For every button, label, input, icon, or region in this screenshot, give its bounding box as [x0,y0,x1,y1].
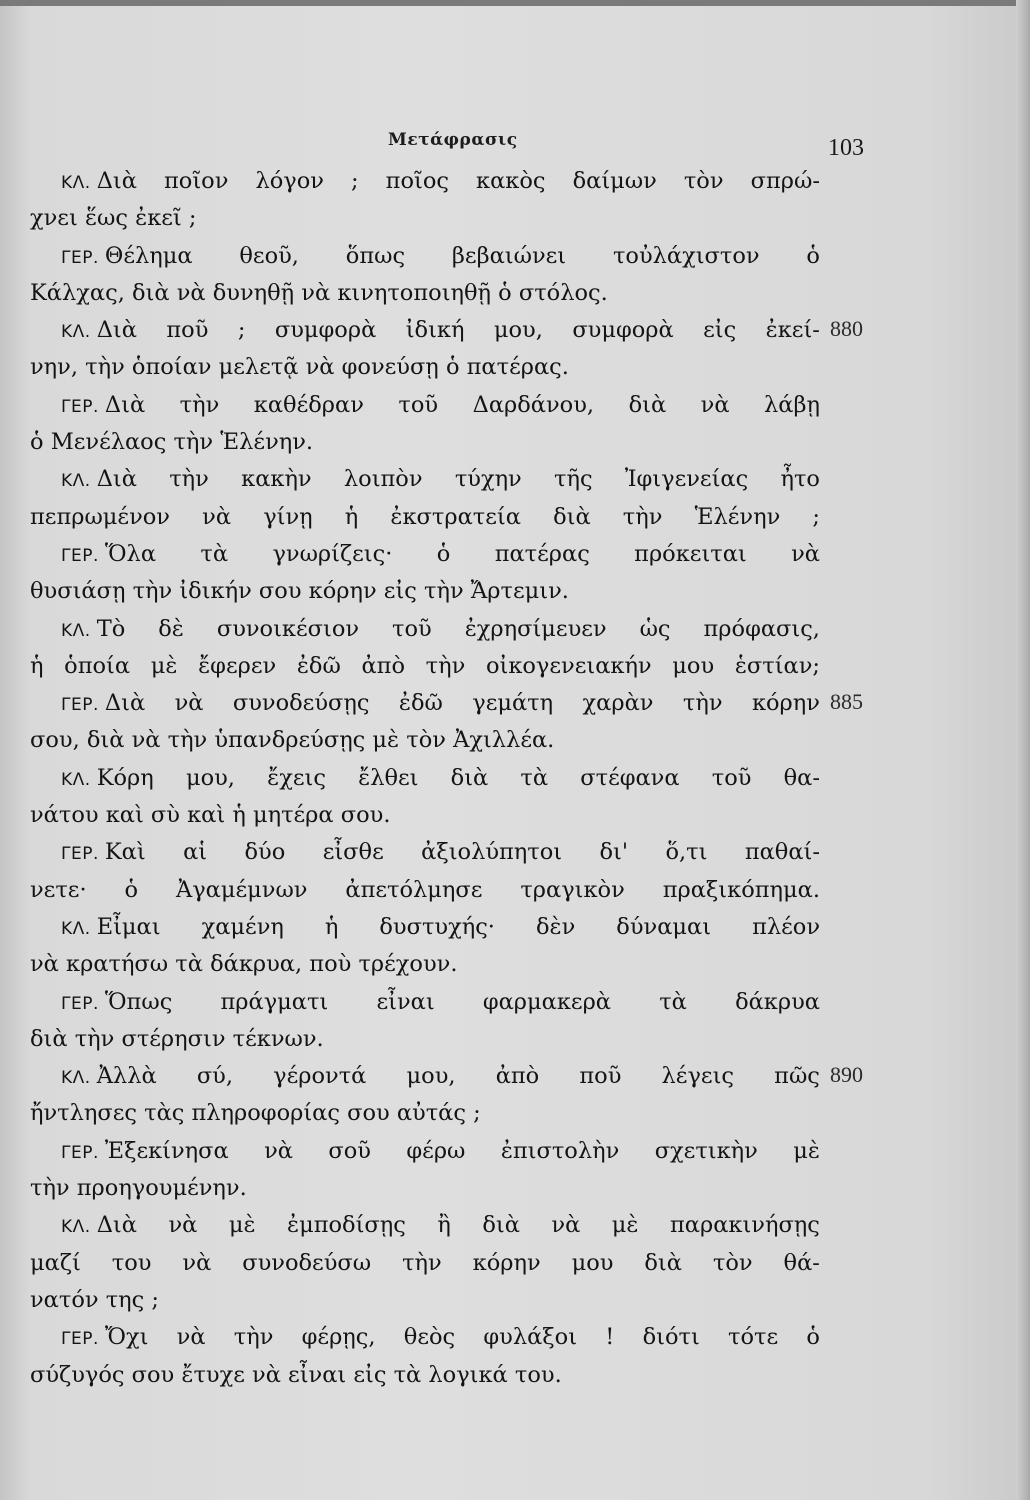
line-text: Διὰ νὰ συνοδεύσῃς ἐδῶ γεμάτη χαρὰν τὴν κόρην [104,690,820,717]
line-text: ἤντλησες τὰς πληροφορίας σου αὐτάς ; [30,1100,481,1127]
text-line [30,984,820,1021]
line-text: Διὰ τὴν κακὴν λοιπὸν τύχην τῆς Ἰφιγενείας ἦτο [96,466,820,493]
line-text: χνει ἕως ἐκεῖ ; [30,205,197,232]
line-text: νετε· ὁ Ἀγαμέμνων ἀπετόλμησε τραγικὸν πραξικόπημα. [30,876,820,903]
line-text: Διὰ ποῦ ; συμφορὰ ἰδική μου, συμφορὰ εἰς ἐκεί- [96,317,820,344]
text-line [30,909,820,946]
verse-line-number: 890 [830,1062,863,1088]
text-line [30,760,820,797]
line-text: ὁ Μενέλαος τὴν Ἑλένην. [30,429,314,456]
speaker-label: ΚΛ. [61,1217,91,1238]
text-line [30,797,820,834]
line-text: Εἶμαι χαμένη ἡ δυστυχής· δὲν δύναμαι πλέον [96,913,820,940]
text-line [30,499,820,536]
speaker-label: ΓΕΡ. [61,993,99,1014]
text-line [30,1021,820,1058]
speaker-label: ΚΛ. [61,1068,91,1089]
speaker-label: ΓΕΡ. [61,844,99,865]
speaker-label: ΓΕΡ. [61,695,99,716]
text-line [30,1319,820,1356]
line-text: Ὄχι νὰ τὴν φέρῃς, θεὸς φυλάξοι ! διότι τότε ὁ [104,1324,820,1351]
line-text: ἡ ὁποία μὲ ἔφερεν ἐδῶ ἀπὸ τὴν οἰκογενειακήν μου ἑστίαν; [30,652,820,679]
speaker-label: ΓΕΡ. [61,545,99,566]
dialogue-text [30,163,820,1394]
speaker-label: ΚΛ. [61,173,91,193]
line-text: νην, τὴν ὁποίαν μελετᾷ νὰ φονεύσῃ ὁ πατέρας. [30,354,569,381]
line-text: Ὅπως πράγματι εἶναι φαρμακερὰ τὰ δάκρυα [104,988,820,1015]
verse-line-number: 885 [830,689,863,715]
text-line [30,349,820,386]
text-line [30,1133,820,1170]
text-line [30,611,820,648]
speaker-label: ΓΕΡ. [61,1142,99,1163]
speaker-label: ΓΕΡ. [61,396,99,417]
page-top-edge [0,0,1030,6]
text-line [30,1170,820,1207]
text-line [30,275,820,312]
text-line [30,1357,820,1394]
running-header: Μετάφρασις [388,130,518,150]
speaker-label: ΚΛ. [61,620,91,641]
page-right-edge [1016,0,1030,1500]
text-line [30,536,820,573]
speaker-label: ΓΕΡ. [61,1329,99,1350]
text-line [30,461,820,498]
page-number: 103 [828,135,864,161]
line-text: πεπρωμένον νὰ γίνῃ ἡ ἐκστρατεία διὰ τὴν Ἑλένην ; [30,503,820,530]
line-text: Θέλημα θεοῦ, ὅπως βεβαιώνει τοὐλάχιστον ὁ [104,242,820,269]
line-text: νάτου καὶ σὺ καὶ ἡ μητέρα σου. [30,802,391,829]
text-line [30,312,820,349]
text-line [30,424,820,461]
line-text: Διὰ ποῖον λόγον ; ποῖος κακὸς δαίμων τὸν σπρώ- [96,168,820,194]
text-line [30,1058,820,1095]
line-text: Διὰ τὴν καθέδραν τοῦ Δαρδάνου, διὰ νὰ λάβῃ [104,391,820,418]
speaker-label: ΚΛ. [61,918,91,939]
text-line [30,685,820,722]
line-text: μαζί του νὰ συνοδεύσω τὴν κόρην μου διὰ τὸν θά- [30,1249,820,1276]
verse-line-number: 880 [830,316,863,342]
speaker-label: ΚΛ. [61,769,91,790]
text-line [30,648,820,685]
line-text: θυσιάσῃ τὴν ἰδικήν σου κόρην εἰς τὴν Ἄρτεμιν. [30,578,569,605]
line-text: τὴν προηγουμένην. [30,1175,247,1202]
text-line [30,200,820,237]
speaker-label: ΚΛ. [61,471,91,492]
line-text: Ἐξεκίνησα νὰ σοῦ φέρω ἐπιστολὴν σχετικὴν μὲ [104,1137,820,1164]
line-text: σύζυγός σου ἔτυχε νὰ εἶναι εἰς τὰ λογικά του. [30,1361,562,1388]
speaker-label: ΓΕΡ. [61,247,99,268]
text-line [30,1282,820,1319]
line-text: Τὸ δὲ συνοικέσιον τοῦ ἐχρησίμευεν ὡς πρόφασις, [96,615,820,642]
text-line [30,387,820,424]
text-line [30,163,820,200]
text-line [30,1207,820,1244]
line-text: Διὰ νὰ μὲ ἐμποδίσῃς ἢ διὰ νὰ μὲ παρακινήσῃς [96,1212,820,1239]
speaker-label: ΚΛ. [61,322,91,343]
text-line [30,1095,820,1132]
text-line [30,722,820,759]
text-line [30,238,820,275]
line-text: Κόρη μου, ἔχεις ἔλθει διὰ τὰ στέφανα τοῦ θα- [96,764,820,791]
line-text: σου, διὰ νὰ τὴν ὑπανδρεύσῃς μὲ τὸν Ἀχιλλέα. [30,727,555,754]
text-line [30,946,820,983]
text-line [30,573,820,610]
line-text: διὰ τὴν στέρησιν τέκνων. [30,1025,324,1052]
line-text: Ὅλα τὰ γνωρίζεις· ὁ πατέρας πρόκειται νὰ [104,540,820,567]
line-text: Κάλχας, διὰ νὰ δυνηθῇ νὰ κινητοποιηθῇ ὁ στόλος. [30,279,608,306]
line-text: νὰ κρατήσω τὰ δάκρυα, ποὺ τρέχουν. [30,951,458,978]
line-text: νατόν της ; [30,1286,159,1313]
line-text: Καὶ αἱ δύο εἶσθε ἀξιολύπητοι δι' ὅ,τι παθαί- [104,839,820,866]
text-line [30,834,820,871]
text-line [30,872,820,909]
line-text: Ἀλλὰ σύ, γέροντά μου, ἀπὸ ποῦ λέγεις πῶς [96,1063,820,1090]
text-line [30,1245,820,1282]
